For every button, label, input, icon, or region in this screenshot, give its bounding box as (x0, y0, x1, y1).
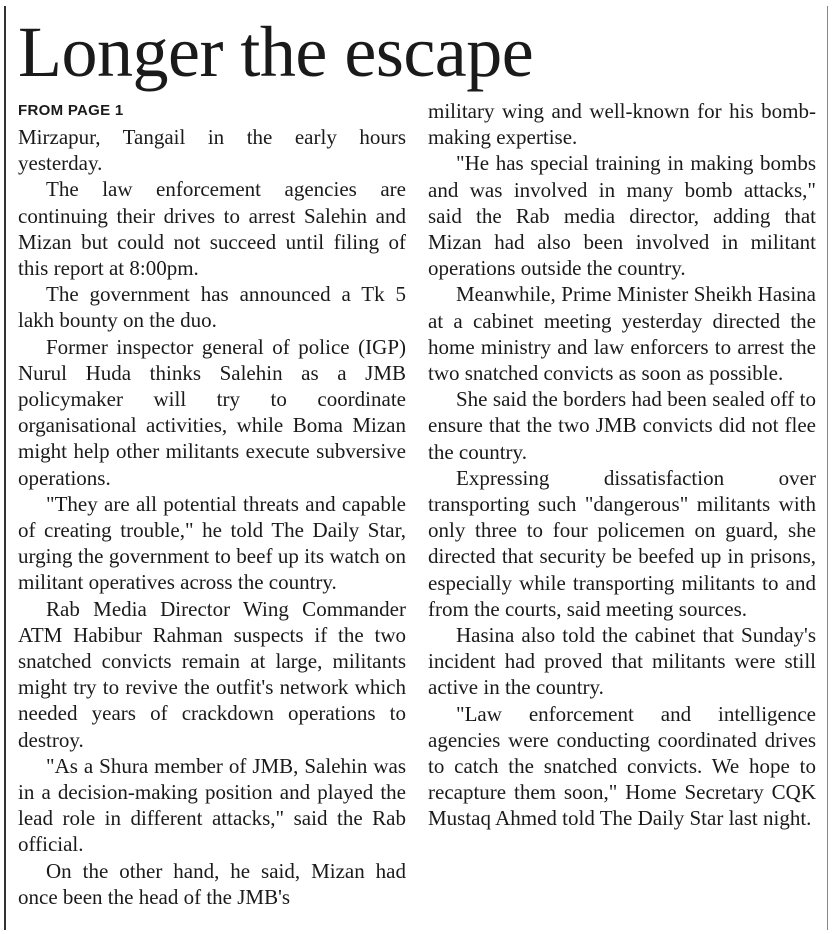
paragraph: Mirzapur, Tangail in the early hours yesterday. (18, 125, 406, 176)
article-column-right (428, 98, 816, 832)
paragraph: Meanwhile, Prime Minister Sheikh Hasina at a cabinet meeting yesterday directed the home ministry and law enforcers to arrest the two snatched convicts as soon as possible. (428, 282, 816, 386)
paragraph: Expressing dissatisfaction over transporting such "dangerous" militants with only three to four policemen on guard, she directed that security be beefed up in prisons, especially while transporting militants to and from the courts, said meeting sources. (428, 465, 816, 621)
paragraph: The law enforcement agencies are continuing their drives to arrest Salehin and Mizan but could not succeed until filing of this report at 8:00pm. (18, 177, 406, 281)
paragraph: military wing and well-known for his bomb-making expertise. (428, 99, 816, 150)
paragraph: Hasina also told the cabinet that Sunday's incident had proved that militants were still active in the country. (428, 623, 816, 700)
paragraph: "He has special training in making bombs and was involved in many bomb attacks," said the Rab media director, adding that Mizan had also been involved in militant operations outside the country. (428, 151, 816, 281)
continued-from-label: FROM PAGE 1 (18, 102, 124, 119)
paragraph: She said the borders had been sealed off to ensure that the two JMB convicts did not flee the country. (428, 387, 816, 464)
paragraph: "They are all potential threats and capable of creating trouble," he told The Daily Star, urging the government to beef up its watch on militant operatives across the country. (18, 491, 406, 595)
paragraph: Former inspector general of police (IGP) Nurul Huda thinks Salehin as a JMB policymaker will try to coordinate organisational activities, while Boma Mizan might help other militants execute subversive operations. (18, 334, 406, 490)
column-rule-right (827, 6, 828, 930)
column-rule-left (4, 6, 6, 930)
paragraph: On the other hand, he said, Mizan had once been the head of the JMB's (18, 858, 406, 909)
paragraph: "Law enforcement and intelligence agencies were conducting coordinated drives to catch the snatched convicts. We hope to recapture them soon," Home Secretary CQK Mustaq Ahmed told The Daily Star last night. (428, 701, 816, 831)
paragraph: "As a Shura member of JMB, Salehin was in a decision-making position and played the lead role in different attacks," said the Rab official. (18, 753, 406, 857)
paragraph: The government has announced a Tk 5 lakh bounty on the duo. (18, 282, 406, 333)
paragraph: Rab Media Director Wing Commander ATM Habibur Rahman suspects if the two snatched convicts remain at large, militants might try to revive the outfit's network which needed years of crackdown operations to destroy. (18, 596, 406, 752)
article-column-left (18, 98, 406, 910)
article-headline: Longer the escape (18, 12, 534, 92)
